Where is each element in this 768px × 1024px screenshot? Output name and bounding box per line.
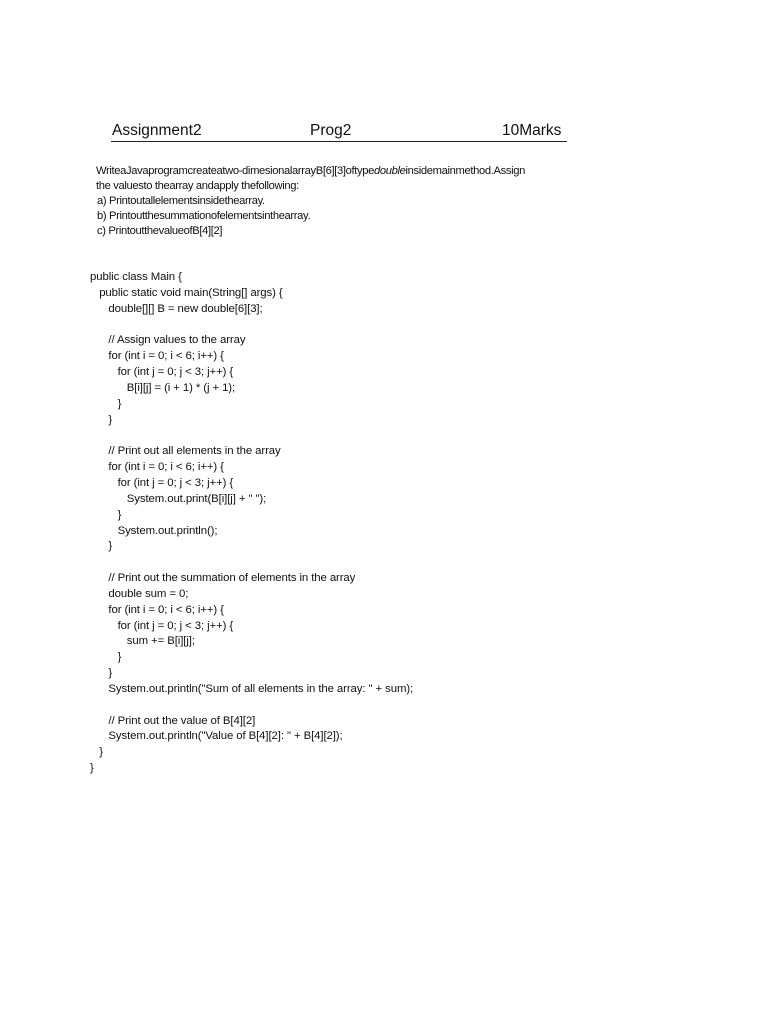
code-line: // Print out the summation of elements in the array — [90, 572, 356, 585]
code-line: for (int j = 0; j < 3; j++) { — [90, 366, 234, 379]
question-text — [96, 164, 656, 239]
code-line: public class Main { — [90, 271, 182, 283]
question-item-b: b) Printoutthesummationofelementsinthearray. — [97, 210, 311, 222]
code-line: } — [90, 540, 113, 553]
code-line: // Print out the value of B[4][2] — [90, 714, 256, 727]
code-line: sum += B[i][j]; — [90, 635, 195, 648]
code-line: for (int j = 0; j < 3; j++) { — [90, 476, 234, 489]
code-line: double[][] B = new double[6][3]; — [90, 302, 263, 315]
question-item-c: c) PrintoutthevalueofB[4][2] — [97, 225, 223, 237]
marks-label: 10Marks — [502, 122, 562, 139]
code-line: } — [90, 746, 103, 759]
code-line: System.out.println("Value of B[4][2]: " + B[4][2]); — [90, 730, 343, 743]
program-name: Prog2 — [310, 122, 352, 139]
code-line: for (int j = 0; j < 3; j++) { — [90, 619, 234, 632]
code-line — [90, 318, 690, 334]
code-line: B[i][j] = (i + 1) * (j + 1); — [90, 381, 236, 394]
code-line: System.out.println("Sum of all elements in the array: " + sum); — [90, 682, 414, 695]
question-line-2: the valuesto thearray andapply thefollowing: — [96, 180, 299, 192]
code-line: System.out.println(); — [90, 524, 218, 537]
code-line — [90, 555, 690, 571]
code-line: for (int i = 0; i < 6; i++) { — [90, 603, 224, 616]
code-line: for (int i = 0; i < 6; i++) { — [90, 461, 224, 474]
code-line: } — [90, 651, 122, 664]
code-line: double sum = 0; — [90, 587, 189, 600]
code-line: } — [90, 397, 122, 410]
code-line: } — [90, 667, 113, 680]
assignment-title: Assignment2 — [112, 122, 202, 139]
code-line: } — [90, 413, 113, 426]
code-line: // Assign values to the array — [90, 334, 246, 347]
code-line — [90, 428, 690, 444]
code-line: // Print out all elements in the array — [90, 445, 281, 458]
question-italic-type: double — [374, 165, 406, 177]
code-line: System.out.print(B[i][j] + " "); — [90, 492, 267, 505]
question-line-1: WriteaJavaprogramcreateatwo-dimesionalarrayB[6][3]oftypedoubleinsidemainmethod.Assign — [96, 165, 525, 177]
code-line: } — [90, 762, 94, 775]
assignment-header — [111, 121, 567, 142]
code-line — [90, 698, 690, 714]
code-block — [90, 270, 690, 777]
code-line: for (int i = 0; i < 6; i++) { — [90, 350, 224, 363]
question-item-a: a) Printoutallelementsinsidethearray. — [97, 195, 265, 207]
code-line: public static void main(String[] args) { — [90, 286, 283, 299]
code-line: } — [90, 508, 122, 521]
